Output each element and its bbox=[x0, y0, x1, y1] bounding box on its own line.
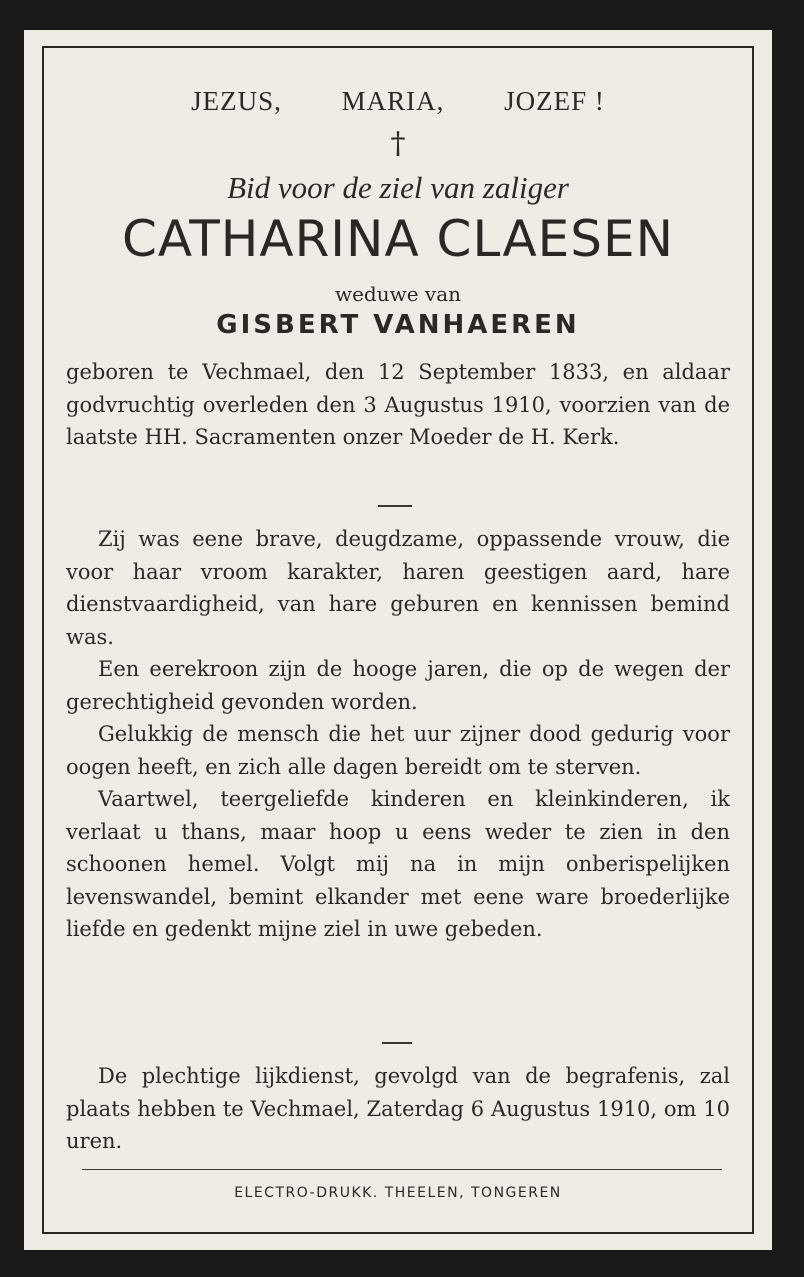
text-block bbox=[66, 523, 730, 946]
header-word-jozef: JOZEF ! bbox=[504, 86, 605, 116]
paragraph-1: Zij was eene brave, deugdzame, oppassende vrouw, die voor haar vroom karakter, haren geestigen aard, hare dienstvaardigheid, van hare geburen en kennissen bemind was. bbox=[66, 527, 730, 649]
card-paper bbox=[24, 30, 772, 1250]
header-word-jezus: JEZUS, bbox=[191, 86, 282, 116]
divider-short bbox=[382, 1042, 412, 1044]
divider-short bbox=[378, 505, 412, 507]
paragraph-3: Gelukkig de mensch die het uur zijner dood gedurig voor oogen heeft, en zich alle dagen bereidt om te sterven. bbox=[66, 722, 730, 779]
funeral-block bbox=[66, 1060, 730, 1158]
deceased-name: CATHARINA CLAESEN bbox=[121, 210, 674, 268]
printer-imprint: ELECTRO-DRUKK. THEELEN, TONGEREN bbox=[234, 1185, 562, 1201]
husband-name: GISBERT VANHAEREN bbox=[216, 310, 580, 340]
funeral-text: De plechtige lijkdienst, gevolgd van de begrafenis, zal plaats hebben te Vechmael, Zaterdag 6 Augustus 1910, om 10 uren. bbox=[66, 1064, 730, 1153]
footer-rule bbox=[82, 1169, 722, 1170]
widow-of-label: weduwe van bbox=[334, 282, 462, 306]
bio-text: geboren te Vechmael, den 12 September 1833, en aldaar godvruchtig overleden den 3 Augustus 1910, voorzien van de laatste HH. Sacramenten onzer Moeder de H. Kerk. bbox=[66, 360, 730, 449]
cross-icon: † bbox=[390, 126, 406, 161]
prayer-line: Bid voor de ziel van zaliger bbox=[227, 170, 569, 205]
paragraph-2: Een eerekroon zijn de hooge jaren, die op de wegen der gerechtigheid gevonden worden. bbox=[66, 657, 730, 714]
header-word-maria: MARIA, bbox=[341, 86, 445, 116]
bio-block bbox=[66, 356, 730, 454]
paragraph-4: Vaartwel, teergeliefde kinderen en kleinkinderen, ik verlaat u thans, maar hoop u eens weder te zien in den schoonen hemel. Volgt mij na in mijn onberispelijken levenswandel, bemint elkander met eene ware broederlijke liefde en gedenkt mijne ziel in uwe gebeden. bbox=[66, 787, 730, 941]
header-invocation bbox=[24, 86, 772, 117]
